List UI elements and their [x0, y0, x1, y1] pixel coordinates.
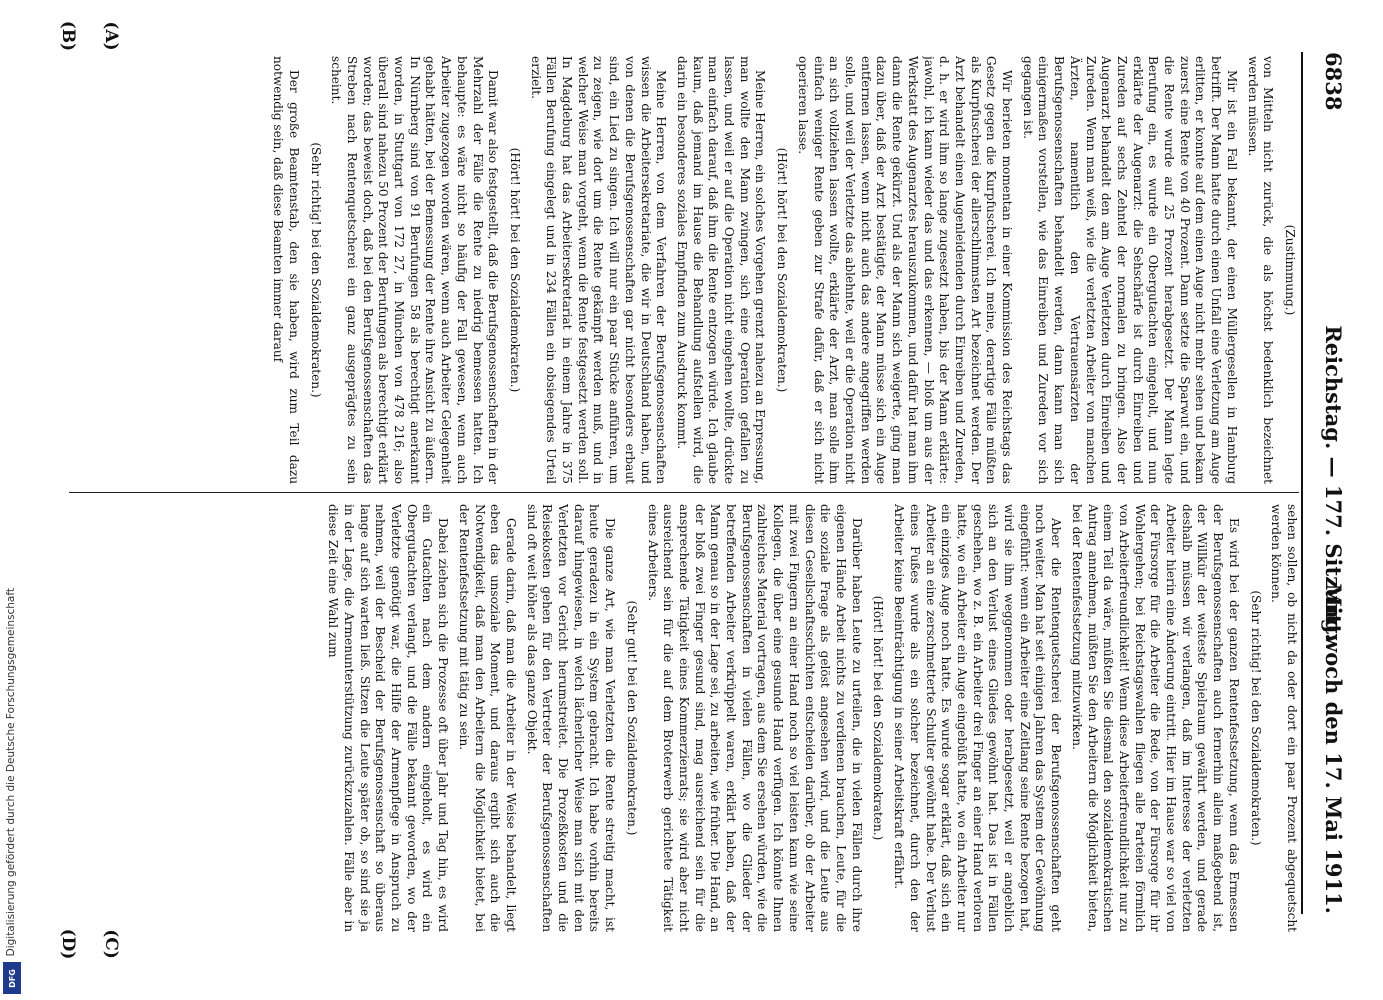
paragraph: Meine Herren, von dem Verfahren der Berufsgenossenschaften wissen die Arbeitersekretariate, die wir in Deutschland haben, und von denen die Berufsgenossenschaften gar nicht besonders erbaut sind, ein Lied zu singen. Ich will nur ein paar Stücke anführen, um zu zeigen, wie dort um die Rente gekämpft werden muß, und in welcher Weise man vorgeht, wenn die Rente festgesetzt werden soll. In Magdeburg hat das Arbeitersekretariat in einem Jahre in 375 Fällen Berufung eingelegt und in 234 Fällen ein obsiegendes Urteil erzielt.: [528, 56, 669, 484]
aside-applause: (Zustimmung.): [1283, 224, 1297, 316]
dfg-logo-text: DFG: [7, 968, 17, 988]
paragraph: Der große Beamtenstab, den sie haben, wird zum Teil dazu notwendig sein, daß diese Beamten immer darauf: [271, 56, 301, 484]
right-column: [54, 504, 1299, 932]
aside-interjection: (Sehr richtig! bei den Sozialdemokraten.): [308, 142, 323, 398]
paragraph: Dabei ziehen sich die Prozesse oft über Jahr und Tag hin, es wird ein Gutachten nach dem andern eingeholt, es wird ein Obergutachten verlangt, und die Fälle bekannt geworden, wo der Verletzte genötigt war, die Hilfe der Armenpflege in Anspruch zu nehmen, weil der Bescheid der Berufsgenossenschaft so überaus lange auf sich warten ließ. Sitzen die Leute später ob, so sind sie ja in der Lage, die Armenunterstützung zurückzuzahlen. Fälle aber in diese Zeit eine Wahl zum: [326, 504, 451, 932]
dfg-logo: [3, 962, 21, 994]
margin-label-a: (A): [101, 21, 121, 51]
paragraph: Wir berieten momentan in einer Kommission des Reichstags das Gesetz gegen die Kurpfuscherei. Ich meine, derartige Fälle müßten als Kurpfuscherei der allerschlimmsten Art bezeichnet werden. Der Arzt behandelt einen Augenleidenden durch Einreiben und Zureden, d. h. er wird ihm so lange zugesetzt haben, bis der Mann erklärte: jawohl, ich kann wieder das und das erkennen, — bloß um aus der Werkstatt des Augenarztes herauszukommen, und dafür hat man ihm dann die Rente gekürzt. Und als der Mann sich weigerte, ging man dazu über, daß der Arzt bestätigte, der Mann müsse sich ein Auge entfernen lassen, wenn nicht auch das andere angegriffen werden solle, und weil der Verletzte das ablehnte, weil er die Operation nicht an sich vollziehen lassen wollte, erklärte der Arzt, man solle ihm einfach weniger Rente geben zur Strafe dafür, daß er sich nicht operieren lasse.: [795, 56, 1015, 484]
session-date: Mittwoch den 17. Mai 1911.: [1321, 583, 1346, 914]
aside-interjection: (Sehr richtig! bei den Sozialdemokraten.): [1248, 590, 1263, 846]
digitization-credit: Digitalisierung gefördert durch die Deutsche Forschungsgemeinschaft: [5, 587, 17, 956]
paragraph: Damit war also festgestellt, daß die Berufsgenossenschaften in der Mehrzahl der Fälle die Rente zu niedrig bemessen hatten. Ich behaupte: es wäre nicht so häufig der Fall gewesen, wenn auch Arbeiter zugezogen worden wären, wenn auch Arbeiter Gelegenheit gehabt hätten, bei der Bemessung der Rente ihre Ansicht zu äußern. In Nürnberg sind von 91 Berufungen 58 als berechtigt anerkannt worden, in Stuttgart von 172 27, in München von 478 216; also überall sind nahezu 50 Prozent der Berufungen als berechtigt erklärt worden; das beweist doch, daß bei den Berufsgenossenschaften das Streben nach Rentenquetscherei ein ganz ausgeprägtes zu sein scheint.: [329, 56, 501, 484]
column-divider: [69, 492, 1299, 493]
paragraph: Gerade darin, daß man die Arbeiter in der Weise behandelt, liegt eben das unsoziale Moment, und daraus ergibt sich auch die Notwendigkeit, daß man den Arbeitern die Möglichkeit bietet, bei der Rentenfestsetzung mit tätig zu sein.: [456, 504, 518, 932]
aside-interjection: (Hört! hört! bei den Sozialdemokraten.): [775, 147, 790, 393]
paragraph: Meine Herren, ein solches Vorgehen grenzt nahezu an Erpressung, man wollte den Mann zwingen, sich eine Operation gefallen zu lassen, und weil er auf die Operation nicht eingehen wollte, drückte man einfach darauf, daß ihm die Rente entzogen würde. Ich glaube kaum, daß jemand im Hause die Behandlung aufstellen wird, die darin ein besonderes soziales Empfinden zum Ausdruck kommt.: [674, 56, 768, 484]
margin-label-d: (D): [58, 928, 78, 960]
paragraph: Darüber haben Leute zu urteilen, die in vielen Fällen durch ihre eigenen Hände Arbeit nichts zu verdienen brauchen, Leute, für die die soziale Frage als gelöst angesehen wird, und die Leute aus diesen Gesellschaftsschichten entscheiden darüber, ob der Arbeiter mit zwei Fingern an einer Hand noch so viel leisten kann wie seine Kollegen, die über eine gesunde Hand verfügen. Ich könnte Ihnen zahlreiches Material vortragen, aus dem Sie ersehen würden, wie die Berufsgenossenschaften in vielen Fällen, wo die Glieder der betreffenden Arbeiter verkrüppelt waren, erklärt haben, daß der Mann genau so in der Lage sei, zu arbeiten, wie früher. Die Hand, an der bloß zwei Finger gesund sind, mag ausreichend sein für die ansprechende Tätigkeit eines Kommerzienrats; sie wird aber nicht ausreichend sein für die auf dem Broterwerb gerichtete Tätigkeit eines Arbeiters.: [645, 504, 864, 932]
left-column: [54, 56, 1299, 484]
paragraph: Aber die Rentenquetscherei der Berufsgenossenschaften geht noch weiter. Man hat seit einigen Jahren das System der Gewöhnung eingeführt: wenn ein Arbeiter eine Zeitlang seine Rente bezogen hat, wird sie ihm weggenommen oder herabgesetzt, weil er angeblich sich an den Verlust eines Gliedes gewöhnt hat. Das ist in Fällen geschehen, wo z. B. ein Arbeiter drei Finger an einer Hand verloren hatte, wo ein Arbeiter ein Auge eingebüßt hatte, wo ein Arbeiter nur ein einziges Auge noch hatte. Es wurde sogar erklärt, daß sich ein Arbeiter an eine zerschmetterte Schulter gewöhnt habe. Der Verlust eines Fußes wurde als ein solcher bezeichnet, durch den der Arbeiter keine Beeinträchtigung in seiner Arbeitskraft erfährt.: [892, 504, 1064, 932]
paragraph: Es wird bei der ganzen Rentenfestsetzung, wenn das Ermessen der Berufsgenossenschaften auch fernerhin allein maßgebend ist, der Willkür der weiteste Spielraum gewährt werden, und gerade deshalb müssen wir verlangen, daß im Interesse der verletzten Arbeiter hierin eine Änderung eintritt. Hier im Hause war so viel von der Fürsorge für die Arbeiter die Rede, von der Fürsorge für ihr Wohlergehen; bei Reichstagswahlen fliegen alle Parteien förmlich von Arbeiterfreundlichkeit! Wenn diese Arbeiterfreundlichkeit nur zu einem Teil da wäre, müßten Sie diesmal den sozialdemokratischen Antrag annehmen, müßten Sie den Arbeitern die Möglichkeit bieten, bei der Rentenfestsetzung mitzuwirken.: [1069, 504, 1241, 932]
aside-interjection: (Sehr gut! bei den Sozialdemokraten.): [624, 600, 639, 836]
session-title: Reichstag. — 177. Sitzung.: [1321, 325, 1346, 641]
paragraph: Mir ist ein Fall bekannt, der einen Müllergesellen in Hamburg betrifft. Der Mann hatte durch einen Unfall eine Verletzung am Auge erlitten, er konnte auf dem einen Auge nicht mehr sehen und bekam zuerst eine Rente von 40 Prozent. Dann setzte die Sparwut ein, und die Rente wurde auf 25 Prozent herabgesetzt. Der Mann legte Berufung ein, es wurde ein Obergutachten eingeholt, und nun erklärte der Augenarzt: die Sehschärfe ist durch Einreiben und Zureden auf sechs Zehntel der normalen zu bringen. Also der Augenarzt behandelt den am Auge Verletzten durch Einreiben und Zureden. Wenn man weiß, wie die verletzten Arbeiter von manchen Ärzten, namentlich den Vertrauensärzten der Berufsgenossenschaften behandelt werden, dann kann man sich einigermaßen vorstellen, wie das Einreiben und Zureden vor sich gegangen ist.: [1020, 56, 1239, 484]
paragraph: von Mitteln nicht zurück, die als höchst bedenklich bezeichnet werden müssen.: [1245, 56, 1276, 484]
aside-interjection: (Hört! hört! bei den Sozialdemokraten.): [871, 595, 886, 841]
paragraph: Die ganze Art, wie man Verletzten die Rente streitig macht, ist heute geradezu in ein System gebracht. Ich habe vorhin bereits darauf hingewiesen, in welch lächerlicher Weise man sich mit den Verletzten vor Gericht herumstreitet. Die Prozeßkosten und die Reisekosten gehen für den Vertreter der Berufsgenossenschaften sind oft weit höher als das ganze Objekt.: [524, 504, 618, 932]
page-number: 6838: [1321, 52, 1346, 111]
margin-label-b: (B): [58, 20, 78, 52]
margin-label-c: (C): [101, 929, 121, 959]
aside-interjection: (Hört! hört! bei den Sozialdemokraten.): [507, 147, 522, 393]
page-header: [1301, 52, 1359, 914]
paragraph: sehen sollen, ob nicht da oder dort ein paar Prozent abgequetscht werden können.: [1269, 504, 1299, 932]
